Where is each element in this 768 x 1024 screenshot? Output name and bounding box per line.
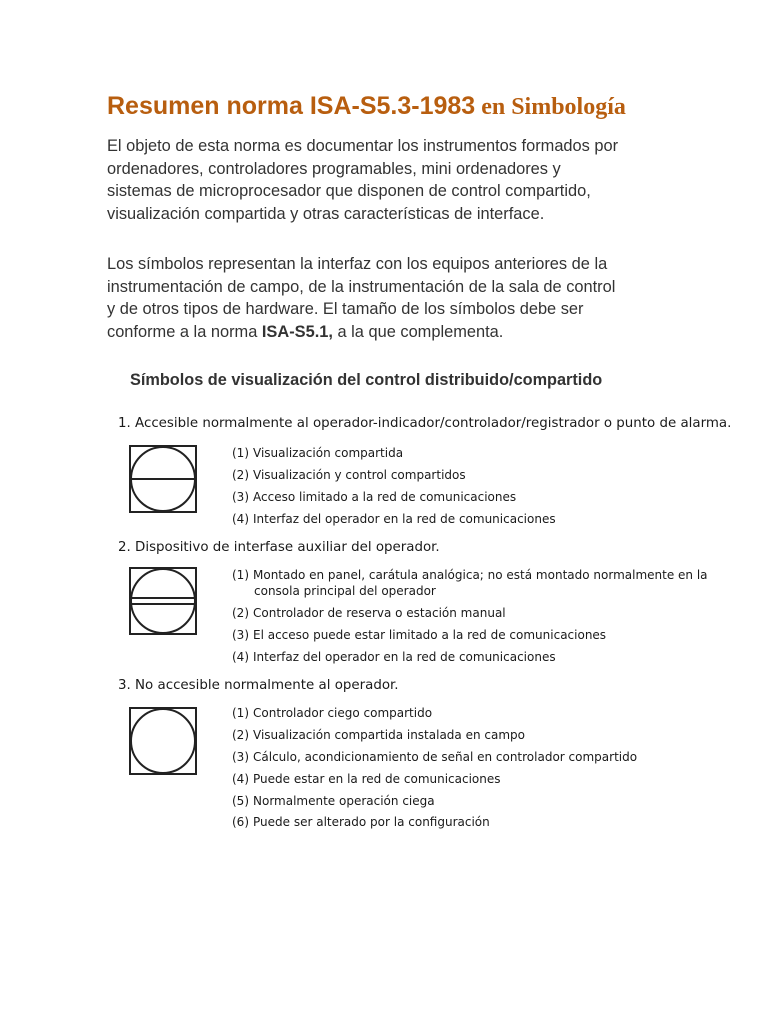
page-title — [107, 88, 626, 125]
list-item: (5) Normalmente operación ciega — [232, 794, 435, 808]
list-item: (2) Visualización compartida instalada en campo — [232, 728, 525, 742]
intro-p1-line: El objeto de esta norma es documentar los instrumentos formados por — [107, 137, 619, 155]
list-item: (4) Interfaz del operador en la red de comunicaciones — [232, 512, 556, 526]
list-item: (3) Cálculo, acondicionamiento de señal en controlador compartido — [232, 750, 638, 764]
intro-p2-line: Los símbolos representan la interfaz con los equipos anteriores de la — [107, 255, 608, 273]
list-item: (4) Interfaz del operador en la red de comunicaciones — [232, 650, 556, 664]
square-circle-double-line-icon — [128, 566, 198, 636]
list-item: (1) Visualización compartida — [232, 446, 404, 460]
intro-p2-line: instrumentación de campo, de la instrumentación de la sala de control — [107, 277, 616, 296]
category-title: 1. Accesible normalmente al operador-indicador/controlador/registrador o punto de alarma. — [118, 416, 732, 431]
category-title: 2. Dispositivo de interfase auxiliar del operador. — [118, 540, 440, 555]
symbols-figure — [112, 410, 732, 830]
list-item: (1) Controlador ciego compartido — [232, 706, 433, 720]
intro-p2-last-line — [107, 321, 667, 344]
section-heading: Símbolos de visualización del control distribuido/compartido — [130, 371, 603, 389]
intro-paragraph-1 — [107, 135, 667, 225]
intro-p1-line: sistemas de microprocesador que disponen de control compartido, — [107, 182, 591, 200]
list-item: (2) Controlador de reserva o estación manual — [232, 606, 506, 620]
list-item: (3) Acceso limitado a la red de comunicaciones — [232, 490, 517, 504]
intro-p2-text: a la que complementa. — [332, 322, 504, 341]
list-item: (3) El acceso puede estar limitado a la red de comunicaciones — [232, 628, 607, 642]
standard-reference: ISA-S5.1, — [261, 322, 333, 341]
intro-p1-line: ordenadores, controladores programables, mini ordenadores y — [107, 159, 561, 178]
category-title: 3. No accesible normalmente al operador. — [118, 678, 399, 693]
list-item: (2) Visualización y control compartidos — [232, 468, 466, 482]
intro-p2-text: conforme a la norma — [107, 322, 262, 341]
title-suffix: en Simbología — [475, 94, 626, 120]
title-main: Resumen norma ISA-S5.3-1983 — [107, 92, 476, 120]
square-circle-single-line-icon — [128, 444, 198, 514]
intro-p2-line: y de otros tipos de hardware. El tamaño de los símbolos debe ser — [107, 300, 584, 318]
intro-p1-line: visualización compartida y otras características de interface. — [107, 204, 545, 223]
intro-paragraph-2 — [107, 253, 667, 343]
list-item: (4) Puede estar en la red de comunicaciones — [232, 772, 501, 786]
square-circle-icon — [128, 706, 198, 776]
list-item: (6) Puede ser alterado por la configuración — [232, 815, 490, 829]
list-item: (1) Montado en panel, carátula analógica; no está montado normalmente en la consola principal del operador — [232, 568, 708, 598]
